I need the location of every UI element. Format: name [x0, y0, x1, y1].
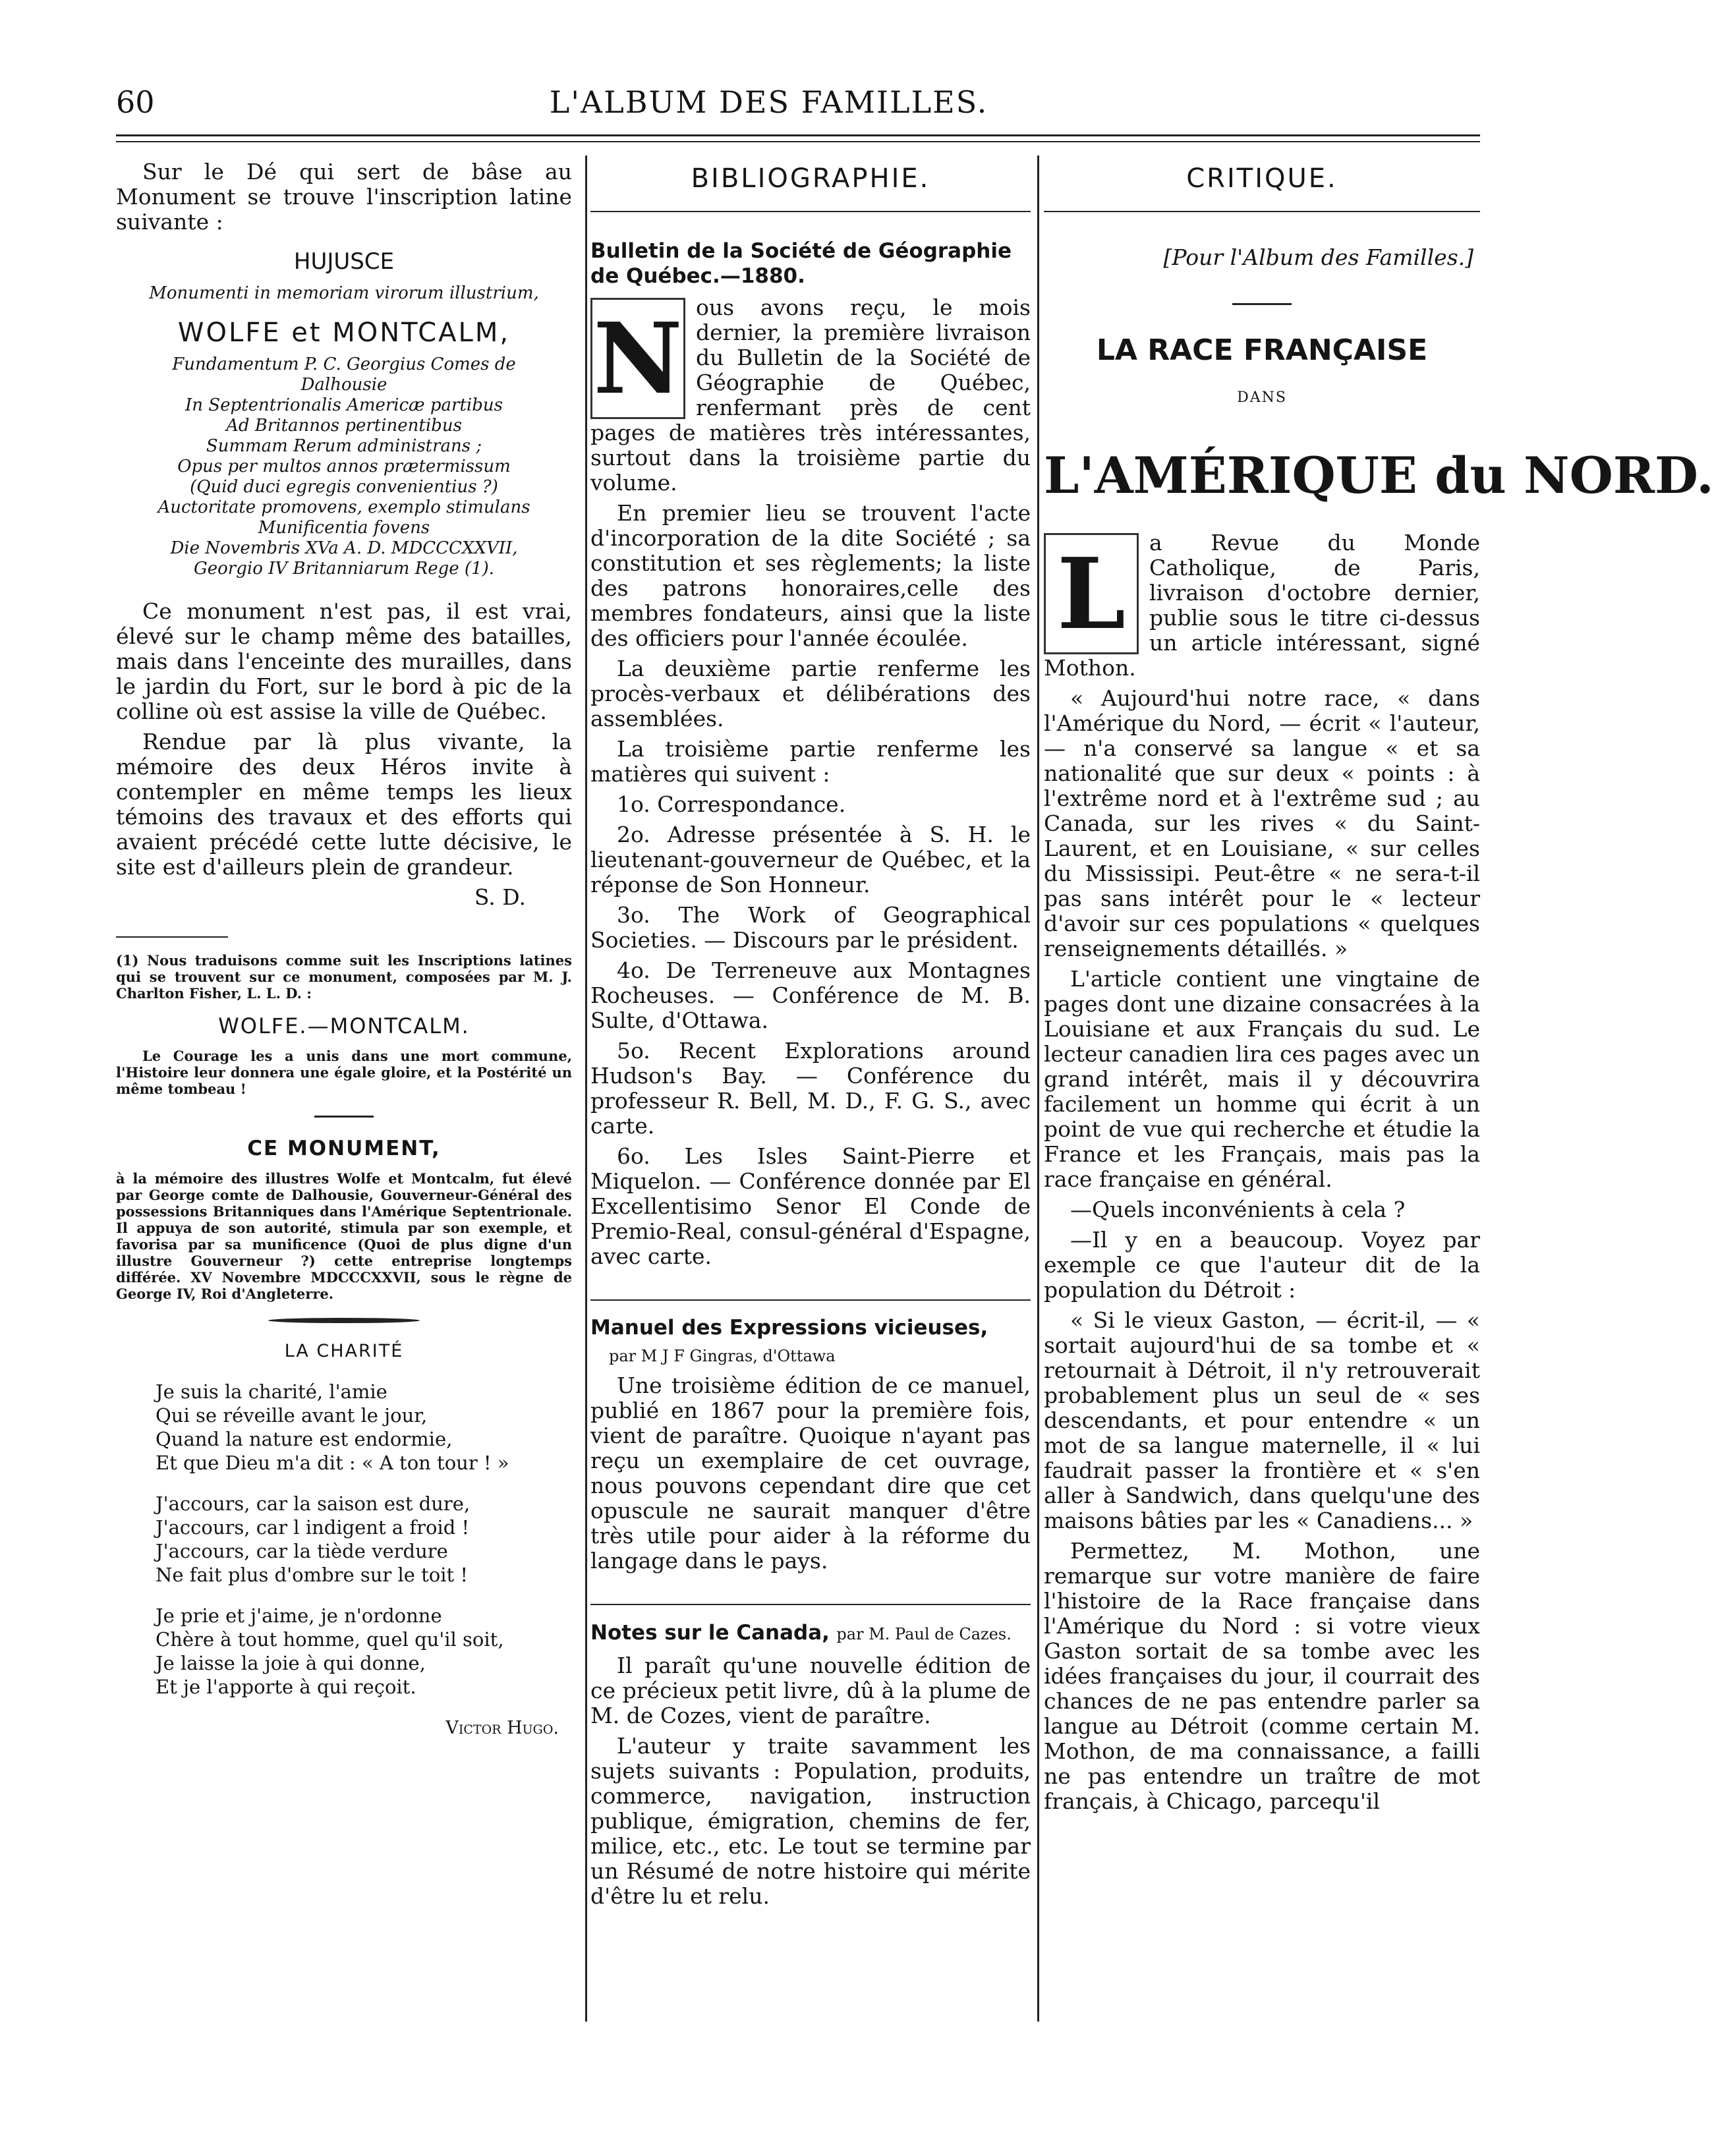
article-title-line1: LA RACE FRANÇAISE	[1096, 333, 1428, 367]
poem-line: Chère à tout homme, quel qu'il soit,	[156, 1628, 504, 1651]
notes-byline: par M. Paul de Cazes.	[836, 1625, 1012, 1643]
manuel-title: Manuel des Expressions vicieuses,	[590, 1316, 988, 1340]
poem-stanza	[156, 1380, 572, 1475]
bulletin-title: Bulletin de la Société de Géographie de Québec.—1880.	[590, 239, 1012, 288]
bulletin-item: 5o. Recent Explorations around Hudson's Bay. — Conférence du professeur R. Bell, M. D., F. G. S., avec carte.	[590, 1038, 1031, 1139]
poem-line: Je prie et j'aime, je n'ordonne	[156, 1604, 442, 1627]
inscription-body-line: Opus per multos annos prætermissum	[177, 457, 511, 476]
column-divider-1	[585, 156, 587, 2022]
inscription-body-line: Fundamentum P. C. Georgius Comes de	[172, 355, 516, 374]
notes-paragraph-1: Il paraît qu'une nouvelle édition de ce précieux petit livre, dû à la plume de M. de Cozes, vient de paraître.	[590, 1653, 1031, 1728]
inscription-body-line: Die Novembris XVa A. D. MDCCCXXVII,	[170, 538, 518, 558]
manuel-byline: par M J F Gingras, d'Ottawa	[609, 1347, 836, 1365]
bulletin-item: 6o. Les Isles Saint-Pierre et Miquelon. — Conférence donnée par El Excellentisimo Senor El Conde de Premio-Real, consul-général d'Espagne, avec carte.	[590, 1143, 1031, 1269]
translation2-text: à la mémoire des illustres Wolfe et Montcalm, fut élevé par George comte de Dalhousie, Gouverneur-Général des possessions Britanniques dans l'Amérique Septentrionale. Il appuya de son autorité, stimula par son exemple, et favorisa par sa munificence (Quoi de plus digne d'un illustre Gouverneur ?) cette entreprise longtemps différée. XV Novembre MDCCCXXVII, sous le règne de George IV, Roi d'Angleterre.	[116, 1170, 572, 1302]
poem-line: Ne fait plus d'ombre sur le toit !	[156, 1564, 469, 1586]
translation-text: Le Courage les a unis dans une mort commune, l'Histoire leur donnera une égale gloire, et la Postérité un même tombeau !	[116, 1048, 572, 1097]
critique-note: [Pour l'Album des Familles.]	[1163, 244, 1473, 270]
inscription-line2: Monumenti in memoriam virorum illustrium,	[149, 283, 539, 303]
column-middle	[590, 159, 1031, 2024]
bulletin-item: 2o. Adresse présentée à S. H. le lieutenant-gouverneur de Québec, et la réponse de Son Honneur.	[590, 822, 1031, 897]
ornament-rule	[268, 1318, 420, 1323]
critique-paragraph-1: a Revue du Monde Catholique, de Paris, livraison d'octobre dernier, publie sous le titre ci-dessus un article intéressant, signé Mothon.	[1044, 530, 1480, 681]
translation-title: WOLFE.—MONTCALM.	[218, 1013, 470, 1038]
inscription-body	[116, 355, 572, 579]
inscription-body-line: In Septentrionalis Americæ partibus	[185, 395, 503, 415]
poem-line: J'accours, car la tiède verdure	[156, 1540, 448, 1562]
poem-line: Quand la nature est endormie,	[156, 1428, 453, 1450]
critique-paragraph-4: —Quels inconvénients à cela ?	[1070, 1197, 1406, 1222]
section-rule	[1232, 303, 1292, 305]
manuel-paragraph: Une troisième édition de ce manuel, publié en 1867 pour la première fois, vient de paraître. Quoique n'ayant pas reçu un exemplaire de cet ouvrage, nous pouvons cependant dire que cet opuscule ne saurait manquer d'être très utile pour aider à la réforme du langage dans le pays.	[590, 1373, 1031, 1574]
poem-stanza	[156, 1604, 572, 1699]
monument-paragraph-2: Rendue par là plus vivante, la mémoire des deux Héros invite à contempler en même temps les lieux témoins des travaux et des efforts qui avaient précédé cette lutte décisive, le site est d'ailleurs plein de grandeur.	[116, 729, 572, 880]
heading-rule	[1044, 211, 1480, 212]
article-title-line2: DANS	[1237, 389, 1287, 406]
inscription-line3: WOLFE et MONTCALM,	[177, 318, 511, 348]
poem-line: Qui se réveille avant le jour,	[156, 1404, 428, 1427]
section-rule	[314, 1116, 374, 1118]
inscription-body-line: Dalhousie	[300, 375, 387, 395]
section-rule	[590, 1604, 1031, 1605]
poem-stanza	[156, 1492, 572, 1587]
notes-paragraph-2: L'auteur y traite savamment les sujets suivants : Population, produits, commerce, navigation, instruction publique, émigration, chemins de fer, milice, etc., etc. Le tout se termine par un Résumé de notre histoire qui mérite d'être lu et relu.	[590, 1733, 1031, 1909]
poem-line: Je laisse la joie à qui donne,	[156, 1652, 426, 1674]
column-left	[116, 159, 572, 2024]
article-title-line3: L'AMÉRIQUE du NORD.	[1044, 446, 1714, 505]
poem-author: Victor Hugo.	[445, 1718, 559, 1738]
bulletin-paragraph-3: La deuxième partie renferme les procès-verbaux et délibérations des assemblées.	[590, 656, 1031, 731]
signature: S. D.	[474, 884, 526, 910]
running-title: L'ALBUM DES FAMILLES.	[549, 84, 988, 120]
poem-line: Et je l'apporte à qui reçoit.	[156, 1676, 416, 1698]
bulletin-item: 1o. Correspondance.	[617, 791, 846, 817]
poem-line: Je suis la charité, l'amie	[156, 1380, 387, 1403]
inscription-body-line: (Quid duci egregis convenientius ?)	[190, 477, 498, 497]
translation2-title: CE MONUMENT,	[247, 1137, 441, 1160]
critique-paragraph-3: L'article contient une vingtaine de pages dont une dizaine consacrées à la Louisiane et aux Français du sud. Le lecteur canadien lira ces pages avec un grand intérêt, mais il y découvrira facilement un homme qui écrit à un point de vue qui recherche et étudie la France et les Français, mais pas la race française en général.	[1044, 966, 1480, 1192]
inscription-body-line: Georgio IV Britanniarum Rege (1).	[194, 559, 494, 579]
bulletin-paragraph-2: En premier lieu se trouvent l'acte d'incorporation de la dite Société ; sa constitution et ses règlements; la liste des patrons honoraires,celle des membres fondateurs, ainsi que la liste des officiers pour l'année écoulée.	[590, 500, 1031, 651]
inscription-line1: HUJUSCE	[293, 248, 395, 275]
critique-heading: CRITIQUE.	[1186, 163, 1338, 194]
poem-line: Et que Dieu m'a dit : « A ton tour ! »	[156, 1452, 509, 1474]
header-rule-bottom	[116, 141, 1480, 142]
header-rule-top	[116, 134, 1480, 136]
bulletin-paragraph-4: La troisième partie renferme les matières qui suivent :	[590, 736, 1031, 787]
critique-paragraph-6: « Si le vieux Gaston, — écrit-il, — « sortait aujourd'hui de sa tombe et « retournait à Détroit, il n'y retrouverait probablement plus un seul de « ses descendants, et pour entendre « un mot de sa langue maternelle, il « lui faudrait passer la frontière et « s'en aller à Sandwich, dans quelqu'une des maisons bâties par les « Canadiens... »	[1044, 1307, 1480, 1533]
bulletin-item: 3o. The Work of Geographical Societies. — Discours par le président.	[590, 902, 1031, 953]
drop-cap-n: N	[590, 298, 685, 419]
column-divider-2	[1037, 156, 1039, 2022]
footnote-rule	[116, 936, 228, 938]
heading-rule	[590, 211, 1031, 212]
poem-title: LA CHARITÉ	[284, 1341, 404, 1361]
inscription-body-line: Summam Rerum administrans ;	[206, 436, 482, 456]
page-number: 60	[116, 84, 155, 120]
bibliographie-heading: BIBLIOGRAPHIE.	[691, 163, 930, 194]
inscription-intro: Sur le Dé qui sert de bâse au Monument se trouve l'inscription latine suivante :	[116, 159, 572, 235]
footnote: (1) Nous traduisons comme suit les Inscriptions latines qui se trouvent sur ce monument, composées par M. J. Charlton Fisher, L. L. D. :	[116, 952, 572, 1002]
drop-cap-l: L	[1044, 533, 1139, 654]
bulletin-item: 4o. De Terreneuve aux Montagnes Rocheuses. — Conférence de M. B. Sulte, d'Ottawa.	[590, 957, 1031, 1033]
poem-line: J'accours, car l indigent a froid !	[156, 1516, 470, 1539]
notes-title: Notes sur le Canada,	[590, 1621, 830, 1645]
monument-paragraph-1: Ce monument n'est pas, il est vrai, élevé sur le champ même des batailles, mais dans l'enceinte des murailles, dans le jardin du Fort, sur le bord à pic de la colline où est assise la ville de Québec.	[116, 598, 572, 724]
poem-line: J'accours, car la saison est dure,	[156, 1492, 471, 1515]
critique-paragraph-2: « Aujourd'hui notre race, « dans l'Amérique du Nord, — écrit « l'auteur, — n'a conservé sa langue « et sa nationalité que sur deux « points : à l'extrême nord et à l'extrême sud ; au Canada, sur les rives « du Saint-Laurent, et en Louisiane, « sur celles du Mississipi. Peut-être « ne sera-t-il pas sans intérêt pour le « lecteur d'avoir sur ces populations « quelques renseignements détaillés. »	[1044, 685, 1480, 961]
inscription-body-line: Ad Britannos pertinentibus	[226, 416, 462, 436]
critique-paragraph-5: —Il y en a beaucoup. Voyez par exemple ce que l'auteur dit de la population du Détroit :	[1044, 1227, 1480, 1303]
column-right	[1044, 159, 1714, 2024]
section-rule	[590, 1299, 1031, 1301]
inscription-body-line: Munificentia fovens	[258, 518, 430, 538]
bulletin-paragraph-1: ous avons reçu, le mois dernier, la première livraison du Bulletin de la Société de Géographie de Québec, renfermant près de cent pages de matières très intéressantes, surtout dans la troisième partie du volume.	[590, 295, 1031, 496]
inscription-body-line: Auctoritate promovens, exemplo stimulans	[157, 497, 530, 517]
critique-paragraph-7: Permettez, M. Mothon, une remarque sur votre manière de faire l'histoire de la Race française dans l'Amérique du Nord : si votre vieux Gaston sortait de sa tombe avec les idées françaises du jour, il courrait des chances de ne pas entendre parler sa langue au Détroit (comme certain M. Mothon, de ma connaissance, a failli ne pas entendre un traître de mot français, à Chicago, parcequ'il	[1044, 1538, 1480, 1814]
